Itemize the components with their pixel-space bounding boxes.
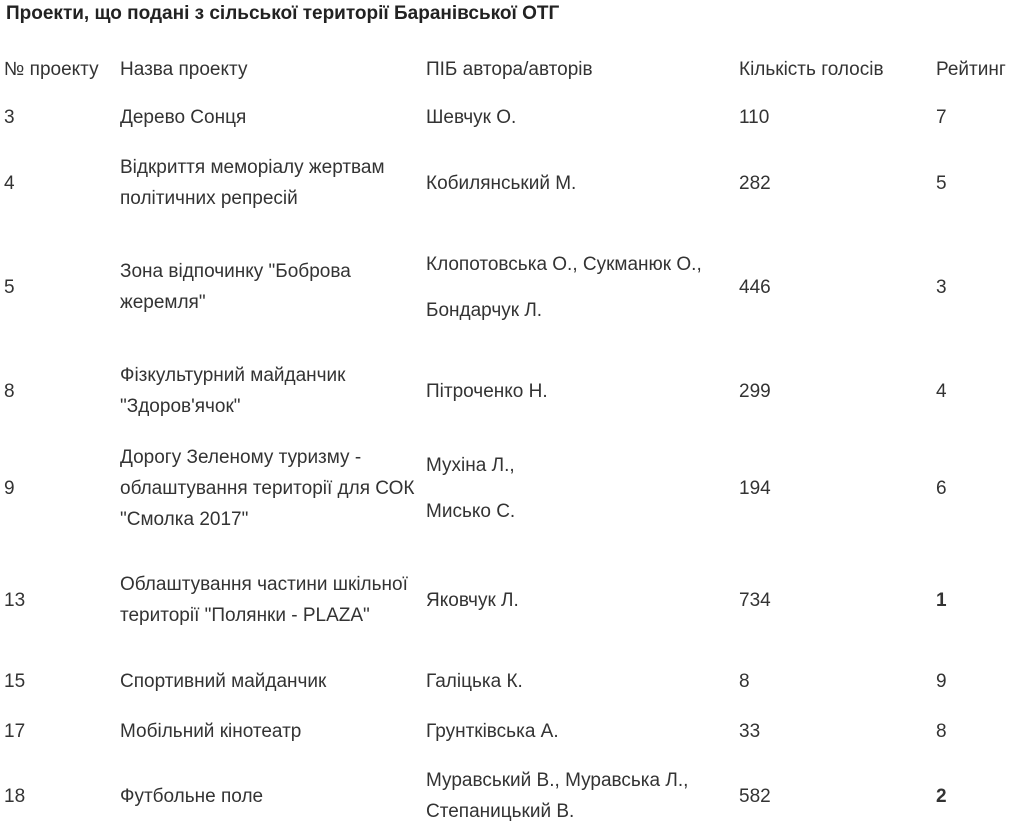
table-row xyxy=(0,756,1024,836)
header-rating: Рейтинг xyxy=(936,58,1006,80)
table-row xyxy=(0,142,1024,224)
author-name: Бондарчук Л. xyxy=(426,299,543,321)
table-row xyxy=(0,224,1024,350)
author-name: Шевчук О. xyxy=(426,106,517,128)
cell-rating: 8 xyxy=(936,720,947,742)
cell-number: 8 xyxy=(4,380,15,402)
table-header-row xyxy=(0,46,1024,92)
table-row xyxy=(0,350,1024,432)
cell-rating: 6 xyxy=(936,477,947,499)
table-row xyxy=(0,432,1024,544)
cell-rating: 9 xyxy=(936,670,947,692)
cell-number: 5 xyxy=(4,276,15,298)
projects-table xyxy=(0,46,1024,836)
cell-rating: 2 xyxy=(936,785,947,807)
cell-name: Зона відпочинку "Боброва жеремля" xyxy=(120,261,351,313)
cell-number: 13 xyxy=(4,589,26,611)
cell-authors xyxy=(422,92,735,142)
cell-authors xyxy=(422,350,735,432)
table-row xyxy=(0,544,1024,656)
cell-name: Відкриття меморіалу жертвам політичних репресій xyxy=(120,157,385,209)
cell-votes: 8 xyxy=(739,670,750,692)
cell-votes: 282 xyxy=(739,172,771,194)
author-name: Мисько С. xyxy=(426,500,516,522)
cell-authors xyxy=(422,756,735,836)
cell-rating: 7 xyxy=(936,106,947,128)
cell-authors xyxy=(422,224,735,350)
cell-number: 15 xyxy=(4,670,26,692)
author-name: Муравський В., Муравська Л., Степаницький В. xyxy=(426,770,689,822)
header-votes: Кількість голосів xyxy=(739,58,884,80)
table-row xyxy=(0,656,1024,706)
cell-votes: 110 xyxy=(739,106,770,128)
cell-name: Дерево Сонця xyxy=(120,106,247,128)
cell-number: 3 xyxy=(4,106,15,128)
cell-authors xyxy=(422,706,735,756)
author-name: Грунтківська А. xyxy=(426,720,559,742)
author-name: Клопотовська О., Сукманюк О., xyxy=(426,253,702,275)
cell-number: 9 xyxy=(4,477,15,499)
cell-votes: 582 xyxy=(739,785,771,807)
cell-name: Мобільний кінотеатр xyxy=(120,720,302,742)
cell-name: Футбольне поле xyxy=(120,785,264,807)
author-name: Кобилянський М. xyxy=(426,172,577,194)
cell-name: Фізкультурний майданчик "Здоров'ячок" xyxy=(120,365,346,417)
table-row xyxy=(0,92,1024,142)
cell-rating: 3 xyxy=(936,276,947,298)
cell-name: Спортивний майданчик xyxy=(120,670,327,692)
cell-rating: 4 xyxy=(936,380,947,402)
cell-number: 18 xyxy=(4,785,26,807)
cell-name: Дорогу Зеленому туризму - облаштування території для СОК "Смолка 2017" xyxy=(120,446,415,530)
cell-votes: 33 xyxy=(739,720,761,742)
cell-votes: 299 xyxy=(739,380,771,402)
cell-authors xyxy=(422,544,735,656)
cell-votes: 734 xyxy=(739,589,771,611)
cell-authors xyxy=(422,432,735,544)
cell-authors xyxy=(422,656,735,706)
cell-number: 17 xyxy=(4,720,26,742)
cell-rating: 1 xyxy=(936,589,947,611)
cell-authors xyxy=(422,142,735,224)
author-name: Мухіна Л., xyxy=(426,454,515,476)
author-name: Пітроченко Н. xyxy=(426,380,548,402)
cell-rating: 5 xyxy=(936,172,947,194)
table-row xyxy=(0,706,1024,756)
author-name: Галіцька К. xyxy=(426,670,523,692)
cell-votes: 446 xyxy=(739,276,771,298)
cell-number: 4 xyxy=(4,172,15,194)
cell-votes: 194 xyxy=(739,477,771,499)
header-number: № проекту xyxy=(4,58,99,80)
header-authors: ПІБ автора/авторів xyxy=(426,58,593,80)
author-name: Яковчук Л. xyxy=(426,589,519,611)
page-title: Проекти, що подані з сільської території Баранівської ОТГ xyxy=(6,3,560,24)
cell-name: Облаштування частини шкільної території "Полянки - PLAZA" xyxy=(120,574,408,626)
header-name: Назва проекту xyxy=(120,58,248,80)
